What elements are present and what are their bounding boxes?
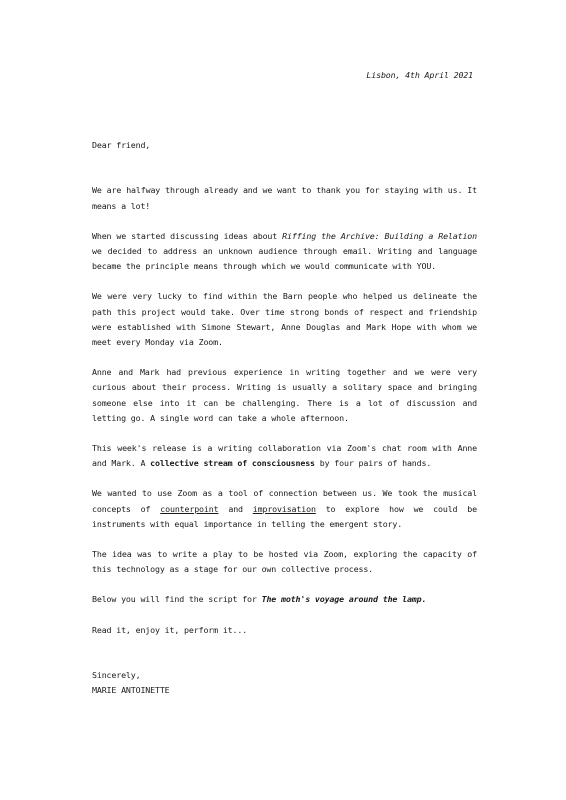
paragraph-text: to explore how we could be instruments with equal importance in telling the emergent story. — [92, 503, 477, 529]
paragraph-script-intro — [92, 592, 477, 607]
paragraph-thanks: We are halfway through already and we want to thank you for staying with us. It means a lot! — [92, 185, 477, 211]
signature: MARIE ANTOINETTE — [92, 685, 170, 696]
paragraph-text: by four pairs of hands. — [314, 458, 432, 469]
paragraph-barn-people: We were very lucky to find within the Barn people who helped us delineate the path this project would take. Over time strong bonds of respect and friendship were established with Simone Stewart, Anne Douglas and Mark Hope with whom we meet every Monday via Zoom. — [92, 291, 477, 348]
paragraph-text: Below you will find the script for — [92, 594, 262, 605]
paragraph-zoom-tool — [92, 486, 477, 532]
paragraph-project-intro — [92, 229, 477, 275]
project-title: Riffing the Archive: Building a Relation — [282, 230, 477, 241]
script-title: The moth's voyage around the lamp. — [261, 594, 427, 605]
emphasis-bold: collective stream of consciousness — [150, 458, 315, 469]
closing: Sincerely, — [92, 669, 141, 680]
paragraph-read-it: Read it, enjoy it, perform it... — [92, 624, 248, 635]
term-counterpoint: counterpoint — [160, 503, 219, 514]
term-improvisation: improvisation — [252, 503, 316, 514]
paragraph-text: When we started discussing ideas about — [92, 230, 283, 241]
paragraph-release — [92, 441, 477, 471]
dateline: Lisbon, 4th April 2021 — [366, 70, 473, 80]
paragraph-play-idea: The idea was to write a play to be hosted via Zoom, exploring the capacity of this technology as a stage for our own collective process. — [92, 549, 477, 575]
salutation: Dear friend, — [92, 140, 151, 151]
paragraph-text: We wanted to use Zoom as a tool of connection between us. We took the musical concepts of — [92, 488, 477, 514]
paragraph-text: we decided to address an unknown audience through email. Writing and language became the principle means through which we would communicate with YOU. — [92, 246, 477, 272]
paragraph-writing-together: Anne and Mark had previous experience in writing together and we were very curious about their process. Writing is usually a solitary space and bringing someone else into it can be challenging. There is a lot of discussion and letting go. A single word can take a whole afternoon. — [92, 367, 477, 423]
paragraph-text: This week's release is a writing collaboration via Zoom's chat room with Anne and Mark. A — [92, 443, 477, 469]
letter-body — [92, 68, 477, 698]
paragraph-text: and — [218, 503, 253, 514]
